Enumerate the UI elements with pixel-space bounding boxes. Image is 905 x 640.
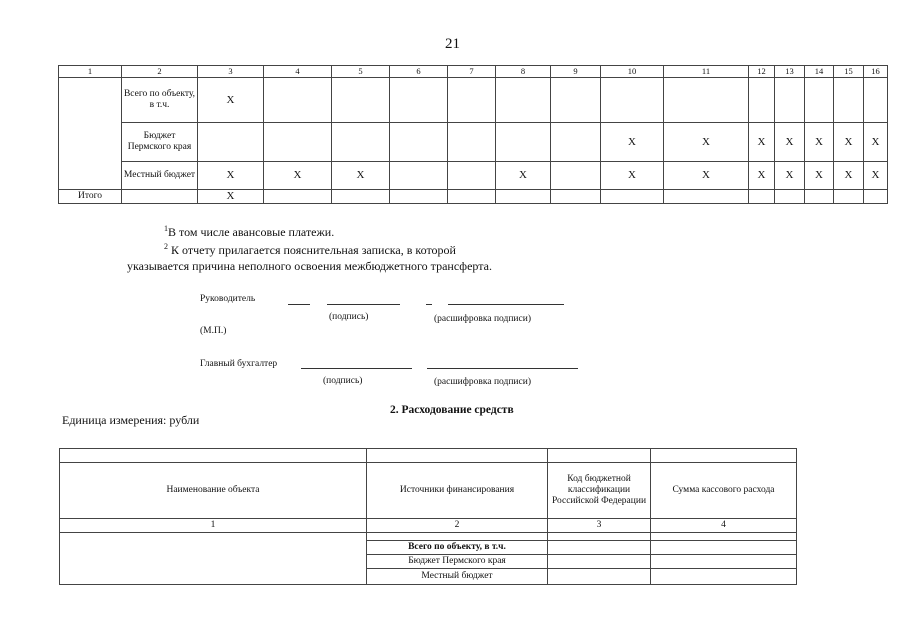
head-signature-line[interactable] bbox=[327, 304, 400, 305]
col-num: 16 bbox=[864, 66, 888, 78]
col-num: 2 bbox=[122, 66, 198, 78]
col-num: 7 bbox=[448, 66, 496, 78]
mark-cell: X bbox=[198, 162, 264, 190]
mark-cell: X bbox=[834, 162, 864, 190]
total-label: Итого bbox=[59, 190, 122, 204]
mark-cell: X bbox=[332, 162, 390, 190]
total-row bbox=[59, 190, 888, 204]
col-num: 6 bbox=[390, 66, 448, 78]
row-label: Местный бюджет bbox=[122, 162, 198, 190]
mark-cell: X bbox=[805, 123, 834, 162]
col-num: 10 bbox=[601, 66, 664, 78]
footnote-2-continued: указывается причина неполного освоения межбюджетного трансферта. bbox=[127, 259, 492, 273]
column-number-row bbox=[60, 519, 797, 533]
mark-cell: X bbox=[198, 78, 264, 123]
mark-cell: X bbox=[864, 162, 888, 190]
mark-cell: X bbox=[834, 123, 864, 162]
head-line-short bbox=[288, 304, 310, 305]
header-row bbox=[60, 463, 797, 519]
col-num: 13 bbox=[775, 66, 805, 78]
mark-cell: X bbox=[749, 123, 775, 162]
mark-cell: X bbox=[601, 123, 664, 162]
source-regional: Бюджет Пермского края bbox=[367, 555, 548, 569]
footnote-2: $^2$ К отчету прилагается пояснительная записка, в которой bbox=[164, 242, 456, 257]
footnote-1: $^1$В том числе авансовые платежи. bbox=[164, 224, 335, 239]
stamp-label: (М.П.) bbox=[200, 326, 227, 336]
source-local: Местный бюджет bbox=[367, 569, 548, 585]
header-budget-code: Код бюджетной классификации Российской Федерации bbox=[548, 463, 651, 519]
decoding-caption: (расшифровка подписи) bbox=[434, 314, 531, 324]
row-label: Бюджет Пермского края bbox=[122, 123, 198, 162]
col-num: 4 bbox=[651, 519, 797, 533]
table-row bbox=[59, 78, 888, 123]
mark-cell: X bbox=[775, 162, 805, 190]
header-sources: Источники финансирования bbox=[367, 463, 548, 519]
row-label: Всего по объекту, в т.ч. bbox=[122, 78, 198, 123]
page-number: 21 bbox=[445, 36, 460, 52]
table-row bbox=[59, 123, 888, 162]
source-total: Всего по объекту, в т.ч. bbox=[367, 541, 548, 555]
mark-cell: X bbox=[664, 162, 749, 190]
mark-cell: X bbox=[496, 162, 551, 190]
section-title: 2. Расходование средств bbox=[390, 404, 514, 416]
mark-cell: X bbox=[864, 123, 888, 162]
col-num: 1 bbox=[60, 519, 367, 533]
header-object-name: Наименование объекта bbox=[60, 463, 367, 519]
col-num: 3 bbox=[548, 519, 651, 533]
col-num: 4 bbox=[264, 66, 332, 78]
mark-cell: X bbox=[601, 162, 664, 190]
col-num: 12 bbox=[749, 66, 775, 78]
column-number-row bbox=[59, 66, 888, 78]
accountant-decoding-line[interactable] bbox=[427, 368, 578, 369]
signature-caption: (подпись) bbox=[323, 376, 363, 386]
col-num: 5 bbox=[332, 66, 390, 78]
expenditure-table bbox=[59, 448, 797, 585]
col-num: 11 bbox=[664, 66, 749, 78]
top-spacer-row bbox=[60, 449, 797, 463]
mark-cell: X bbox=[664, 123, 749, 162]
mark-cell: X bbox=[264, 162, 332, 190]
spacer-row bbox=[60, 533, 797, 541]
table-row bbox=[59, 162, 888, 190]
col-num: 3 bbox=[198, 66, 264, 78]
mark-cell: X bbox=[775, 123, 805, 162]
object-name-cell bbox=[59, 78, 122, 190]
object-name-cell bbox=[60, 533, 367, 585]
signature-caption: (подпись) bbox=[329, 312, 369, 322]
head-label: Руководитель bbox=[200, 294, 256, 304]
col-num: 14 bbox=[805, 66, 834, 78]
col-num: 9 bbox=[551, 66, 601, 78]
head-dash bbox=[426, 304, 432, 305]
col-num: 1 bbox=[59, 66, 122, 78]
mark-cell: X bbox=[198, 190, 264, 204]
accountant-label: Главный бухгалтер bbox=[200, 359, 278, 369]
decoding-caption: (расшифровка подписи) bbox=[434, 377, 531, 387]
head-decoding-line[interactable] bbox=[448, 304, 564, 305]
col-num: 2 bbox=[367, 519, 548, 533]
accountant-signature-line[interactable] bbox=[301, 368, 412, 369]
col-num: 15 bbox=[834, 66, 864, 78]
unit-label: Единица измерения: рубли bbox=[62, 413, 200, 427]
col-num: 8 bbox=[496, 66, 551, 78]
report-table-continued bbox=[58, 65, 888, 204]
mark-cell: X bbox=[749, 162, 775, 190]
mark-cell: X bbox=[805, 162, 834, 190]
header-cash-expense: Сумма кассового расхода bbox=[651, 463, 797, 519]
